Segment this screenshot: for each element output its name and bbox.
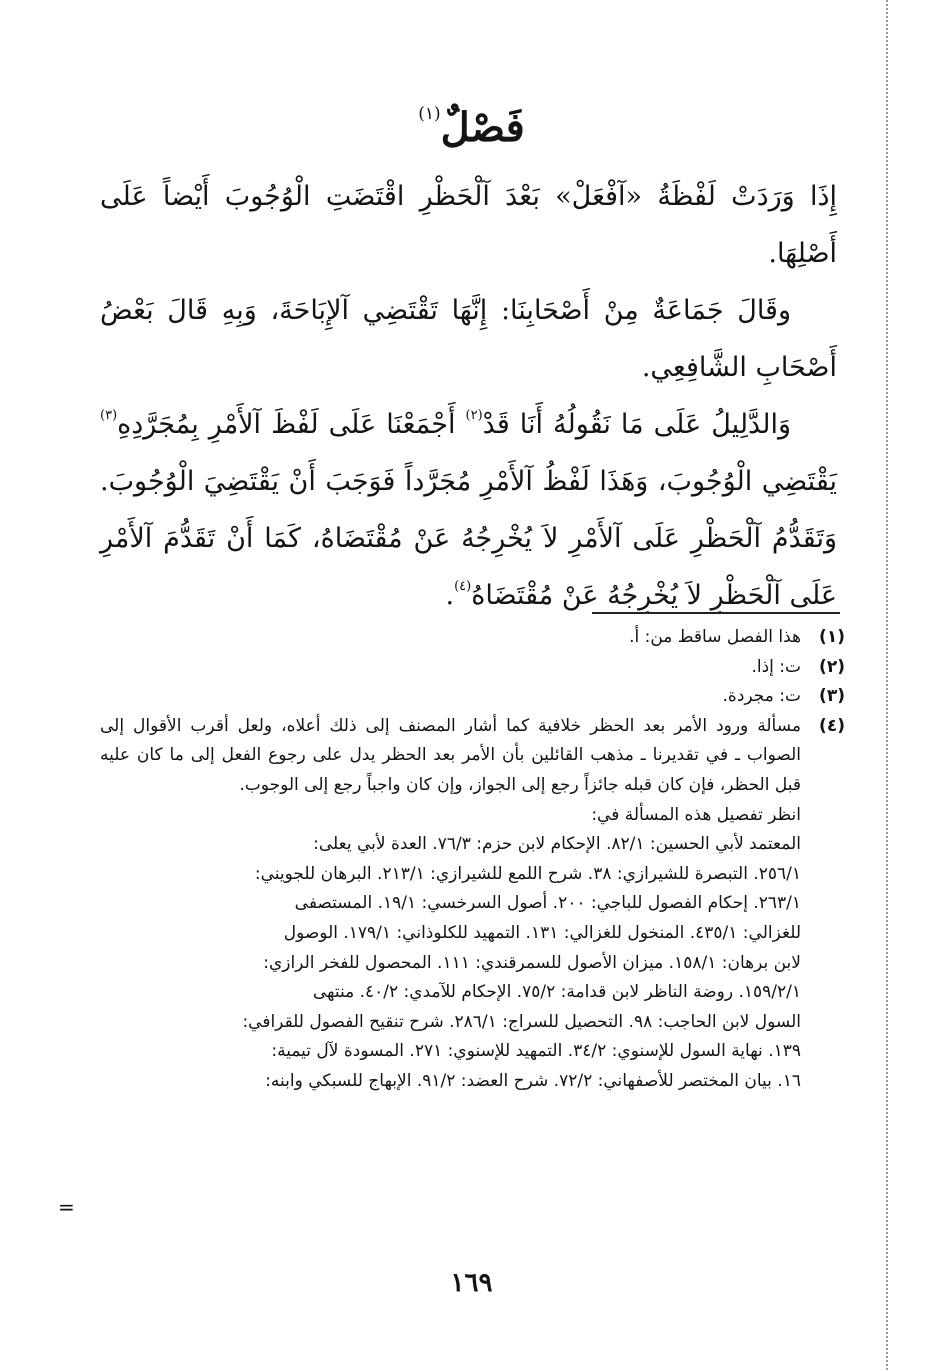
continuation-mark: =: [58, 1195, 75, 1219]
footnote-number: (٣): [819, 686, 845, 707]
paragraph-3-part-a: وَالدَّلِيلُ عَلَى مَا نَقُولُهُ أَنَا قَدْ: [482, 409, 791, 440]
footnote-2: [100, 653, 845, 683]
references-intro: انظر تفصيل هذه المسألة في:: [591, 804, 801, 825]
chapter-title: [0, 104, 943, 151]
paragraph-3-part-c: يَقْتَضِي الْوُجُوبَ، وَهَذَا لَفْظُ آلأَمْرِ مُجَرَّداً فَوَجَبَ أَنْ يَقْتَضِيَ الْوُجُوبَ. وَتَقَدُّمُ آلْحَظْرِ عَلَى آلأَمْرِ لاَ يُخْرِجُهُ عَنْ مُقْتَضَاهُ، كَمَا أَنْ تَقَدُّمَ آلأَمْرِ عَلَى آلْحَظْرِ لاَ يُخْرِجُهُ عَنْ مُقْتَضَاهُ: [100, 466, 837, 611]
footnote-text: هذا الفصل ساقط من: أ.: [629, 627, 801, 647]
footnote-1: [100, 623, 845, 653]
footnote-text: ت: إذا.: [751, 656, 801, 677]
footnote-number: (١): [819, 627, 845, 647]
footnote-4: [100, 712, 845, 1097]
paragraph-2: وقَالَ جَمَاعَةٌ مِنْ أَصْحَابِنَا: إِنَّهَا تَقْتَضِي آلإِبَاحَةَ، وَبِهِ قَالَ بَعْضُ أَصْحَابِ الشَّافِعِي.: [100, 295, 837, 383]
footnote-ref-3: (٣): [100, 408, 118, 423]
main-text: [100, 168, 837, 624]
footnote-separator: [592, 612, 840, 614]
footnote-3: [100, 682, 845, 712]
reference-line: المعتمد لأبي الحسين: ٨٢/١. الإحكام لابن حزم: ٧٦/٣. العدة لأبي يعلى:: [313, 834, 801, 855]
footnote-text: ت: مجردة.: [722, 686, 801, 707]
chapter-title-footnote-ref: (١): [418, 104, 441, 124]
reference-line: لابن برهان: ١٥٨/١. ميزان الأصول للسمرقندي: ١١١. المحصول للفخر الرازي:: [263, 952, 801, 973]
reference-line: ١٥٩/٢/١. روضة الناظر لابن قدامة: ٧٥/٢. الإحكام للآمدي: ٤٠/٢. منتهى: [312, 982, 801, 1003]
paragraph-3: [100, 396, 837, 624]
footnote-text: مسألة ورود الأمر بعد الحظر خلافية كما أشار المصنف إلى ذلك أعلاه، ولعل أقرب الأقوال إلى الصواب ـ في تقديرنا ـ مذهب القائلين بأن الأمر بعد الحظر يدل على رجوع الفعل إلى ما كان عليه قبل الحظر، فإن كان قبله جائزاً رجع إلى الجواز، وإن كان واجباً رجع إلى الوجوب.: [100, 715, 801, 795]
footnotes: [100, 623, 845, 1097]
reference-line: ٢٥٦/١. التبصرة للشيرازي: ٣٨. شرح اللمع للشيرازي: ٢١٣/١. البرهان للجويني:: [254, 863, 801, 884]
reference-line: ١٦. بيان المختصر للأصفهاني: ٧٢/٢. شرح العضد: ٩١/٢. الإبهاج للسبكي وابنه:: [265, 1070, 801, 1091]
footnote-ref-4: (٤): [454, 579, 472, 594]
paragraph-3-end: .: [445, 580, 455, 611]
reference-line: السول لابن الحاجب: ٩٨. التحصيل للسراج: ٢٨٦/١. شرح تنقيح الفصول للقرافي:: [242, 1011, 801, 1032]
footnote-number: (٤): [819, 715, 845, 736]
footnote-number: (٢): [819, 656, 845, 677]
page-edge-dotted-line: [886, 0, 888, 1370]
reference-line: للغزالي: ٤٣٥/١. المنخول للغزالي: ١٣١. التمهيد للكلوذاني: ١٧٩/١. الوصول: [283, 922, 801, 943]
paragraph-1: إِذَا وَرَدَتْ لَفْظَةُ «آفْعَلْ» بَعْدَ آلْحَظْرِ اقْتَضَتِ الْوُجُوبَ أَيْضاً عَلَى أَصْلِهَا.: [100, 181, 837, 269]
paragraph-3-part-b: أَجْمَعْنَا عَلَى لَفْظَ آلأَمْرِ بِمُجَرَّدِهِ: [117, 409, 466, 440]
page-number: ١٦٩: [450, 1268, 493, 1298]
chapter-title-text: فَصْلٌ: [440, 104, 525, 151]
reference-line: ١٣٩. نهاية السول للإسنوي: ٣٤/٢. التمهيد للإسنوي: ٢٧١. المسودة لآل تيمية:: [271, 1041, 801, 1062]
footnote-ref-2: (٢): [465, 408, 483, 423]
reference-line: ٢٦٣/١. إحكام الفصول للباجي: ٢٠٠. أصول السرخسي: ١٩/١. المستصفى: [294, 893, 801, 914]
